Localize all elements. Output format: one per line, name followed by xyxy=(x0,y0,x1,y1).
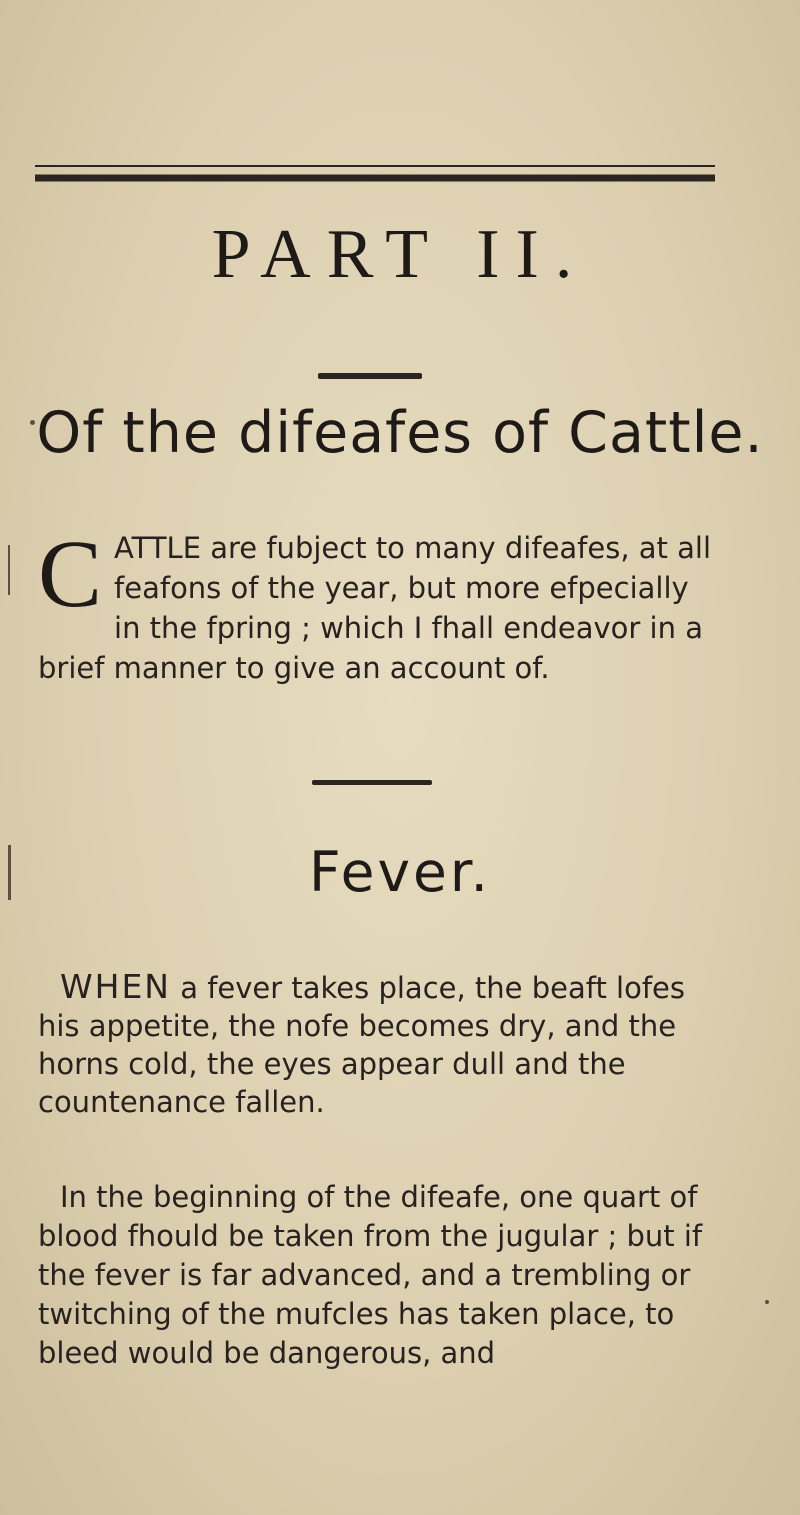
intro-text: ATTLE are fubject to many difeafes, at all feafons of the year, but more efpecially in the fpring ; which I fhall endeavor in a brief manner to give an account of. xyxy=(38,531,712,685)
section-title: Fever. xyxy=(309,840,491,904)
margin-mark xyxy=(8,845,11,900)
fever-paragraph-1 xyxy=(38,968,718,1121)
margin-mark xyxy=(765,1300,769,1304)
rule-under-part xyxy=(318,373,422,379)
intro-paragraph xyxy=(38,520,718,688)
drop-cap: C xyxy=(38,520,103,627)
margin-mark xyxy=(30,420,35,425)
paragraph-text: a fever takes place, the beaft lofes his appetite, the nofe becomes dry, and the horns cold, the eyes appear dull and the countenance fallen. xyxy=(38,971,685,1119)
top-double-rule xyxy=(35,160,715,188)
margin-mark xyxy=(8,545,10,595)
paragraph-text: In the beginning of the difeafe, one quart of blood fhould be taken from the jugular ; but if the fever is far advanced, and a trembling or twitching of the mufcles has taken place, to bleed would be dangerous, and xyxy=(38,1180,703,1370)
fever-paragraph-2 xyxy=(38,1178,718,1373)
chapter-title: Of the difeafes of Cattle. xyxy=(36,400,764,466)
rule-above-section xyxy=(312,780,432,785)
part-heading: PART II. xyxy=(211,216,589,293)
paragraph-lead-word: WHEN xyxy=(60,967,171,1006)
